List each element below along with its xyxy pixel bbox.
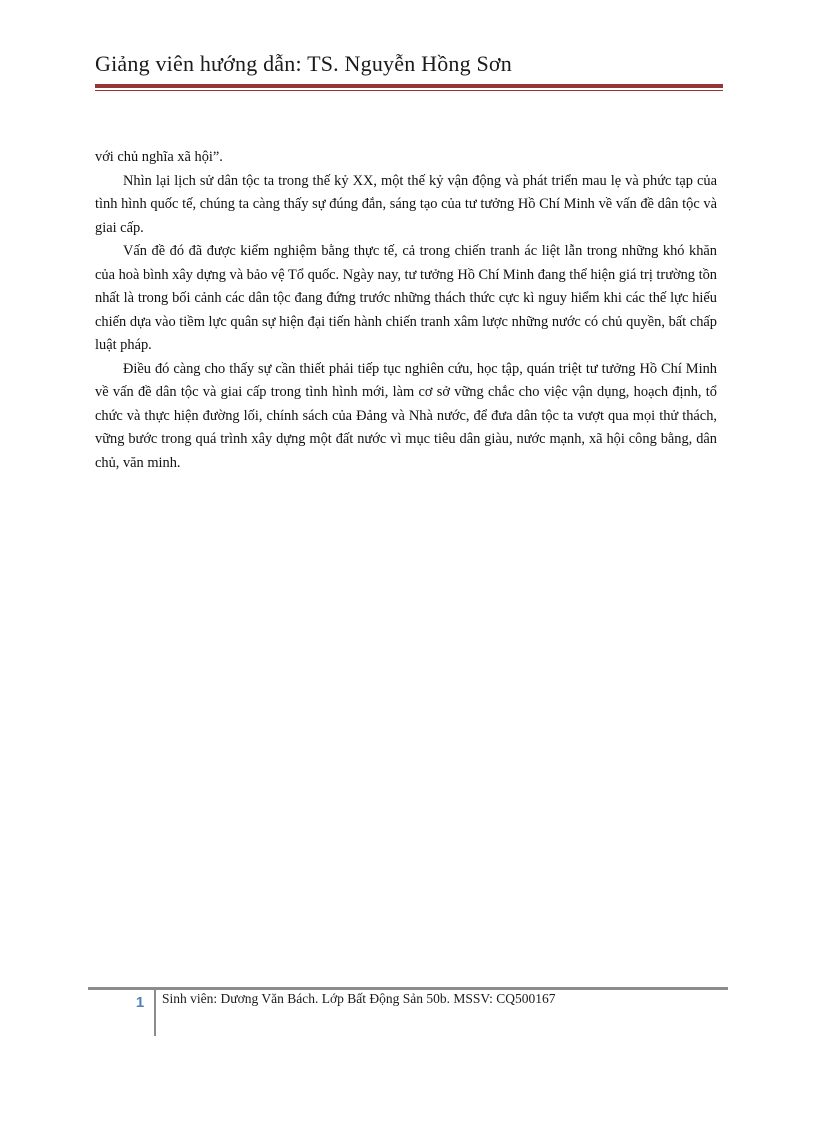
footer-divider xyxy=(154,990,156,1036)
header-title: Giảng viên hướng dẫn: TS. Nguyễn Hồng Sơn xyxy=(95,51,512,76)
body-text xyxy=(95,146,717,475)
header-rule-thick xyxy=(95,84,723,88)
paragraph: Điều đó càng cho thấy sự cần thiết phải tiếp tục nghiên cứu, học tập, quán triệt tư tưởng Hồ Chí Minh về vấn đề dân tộc và giai cấp trong tình hình mới, làm cơ sở vững chắc cho việc vận dụng, hoạch định, tổ chức và thực hiện đường lối, chính sách của Đảng và Nhà nước, để đưa dân tộc ta vượt qua mọi thử thách, vững bước trong quá trình xây dựng một đất nước vì mục tiêu dân giàu, nước mạnh, xã hội công bằng, dân chủ, văn minh. xyxy=(95,360,717,471)
header-rule-thin xyxy=(95,90,723,91)
footer-text: Sinh viên: Dương Văn Bách. Lớp Bất Động Sản 50b. MSSV: CQ500167 xyxy=(162,991,556,1006)
paragraph-continuation: với chủ nghĩa xã hội”. xyxy=(95,149,223,165)
paragraph: Vấn đề đó đã được kiểm nghiệm bằng thực tế, cả trong chiến tranh ác liệt lẫn trong những khó khăn của hoà bình xây dựng và bảo vệ Tổ quốc. Ngày nay, tư tưởng Hồ Chí Minh đang thể hiện giá trị trường tồn nhất là trong bối cảnh các dân tộc đang đứng trước những thách thức cực kì nguy hiểm khi các thế lực hiếu chiến dựa vào tiềm lực quân sự hiện đại tiến hành chiến tranh xâm lược những nước có chủ quyền, bất chấp luật pháp. xyxy=(95,243,717,353)
page-number: 1 xyxy=(135,994,145,1011)
footer-rule xyxy=(88,987,728,990)
paragraph: Nhìn lại lịch sử dân tộc ta trong thế kỷ XX, một thế kỷ vận động và phát triển mau lẹ và phức tạp của tình hình quốc tế, chúng ta càng thấy sự đúng đắn, sáng tạo của tư tưởng Hồ Chí Minh về vấn đề dân tộc và giai cấp. xyxy=(95,172,717,236)
